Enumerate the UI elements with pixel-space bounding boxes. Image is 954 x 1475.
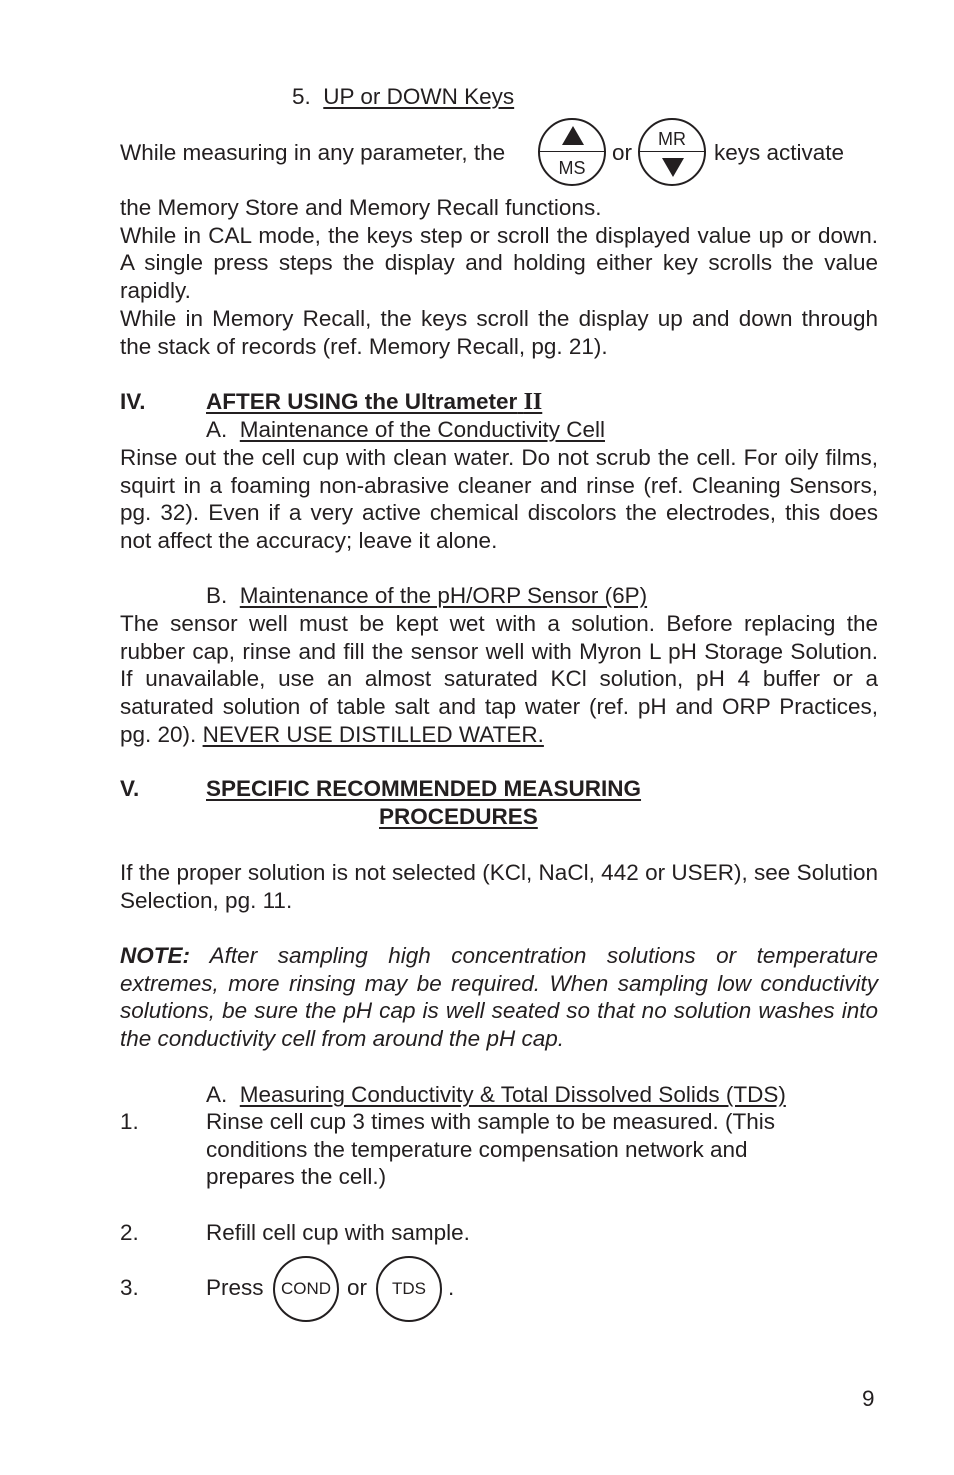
section4-subB-heading: Maintenance of the pH/ORP Sensor (6P)	[239, 583, 648, 608]
key-divider	[538, 151, 606, 152]
keys-after-text: keys activate	[714, 140, 845, 165]
down-arrow-icon	[662, 158, 684, 177]
section4-number: IV.	[120, 389, 146, 414]
section5-heading-line1: SPECIFIC RECOMMENDED MEASURING	[206, 776, 642, 801]
section4-subB-text: The sensor well must be kept wet with a solution. Before replacing the rubber cap, rinse and fill the sensor well with Myron L pH Storage Solution. If unavailable, use an almost saturated KCl solution, pH 4 buffer or a saturated solution of table salt and tap water (ref. pH and ORP Practices, pg. 20).	[120, 611, 878, 747]
section4-subB-heading-line	[120, 582, 878, 610]
section5-subA-heading-line	[120, 1081, 878, 1109]
section5-number: V.	[120, 776, 140, 801]
item5-number: 5.	[292, 84, 311, 109]
step-1	[120, 1108, 878, 1192]
memory-keys-row	[120, 118, 880, 188]
up-arrow-icon	[562, 126, 584, 145]
section4-subA-heading-line	[120, 416, 878, 444]
section4-heading	[206, 388, 542, 417]
key-divider	[638, 151, 706, 152]
item5-p1: the Memory Store and Memory Recall functions.	[120, 195, 602, 220]
section4-subB-body	[120, 610, 878, 749]
step-3-number: 3.	[120, 1275, 139, 1300]
keys-or-text: or	[612, 140, 633, 165]
step-3-or: or	[347, 1275, 368, 1300]
section4-subA-text: Rinse out the cell cup with clean water. Do not scrub the cell. For oily films, squirt in a foaming non-abrasive cleaner and rinse (ref. Cleaning Sensors, pg. 32). Even if a very active chemical discolors the electrodes, this does not affect the accuracy; leave it alone.	[120, 445, 878, 554]
ultrameter-ii-mark: II	[523, 389, 543, 415]
step-3-text: Press	[206, 1275, 264, 1300]
step-1-number: 1.	[120, 1109, 139, 1134]
section5-heading-block	[120, 775, 878, 831]
distilled-water-warning: NEVER USE DISTILLED WATER.	[202, 721, 544, 747]
section5-note	[120, 942, 878, 1053]
section4-subB-label: B.	[206, 583, 228, 608]
keys-intro-text: While measuring in any parameter, the	[120, 140, 506, 165]
section4-heading-text: AFTER USING the Ultrameter	[206, 389, 518, 414]
ms-up-key[interactable]	[538, 118, 606, 186]
note-text: After sampling high concentration solutions or temperature extremes, more rinsing may be required. When sampling low conductivity solutions, be sure the pH cap is well seated so that no solution washes into the conductivity cell from around the pH cap.	[120, 943, 878, 1052]
tds-key[interactable]: TDS	[376, 1256, 442, 1322]
section4-subA-heading: Maintenance of the Conductivity Cell	[239, 417, 605, 442]
step-3	[120, 1256, 878, 1326]
item5-p2: While in CAL mode, the keys step or scroll the displayed value up or down. A single press steps the display and holding either key scrolls the value rapidly.	[120, 222, 878, 304]
section4-subA-label: A.	[206, 417, 228, 442]
cond-key[interactable]: COND	[273, 1256, 339, 1322]
step-2-number: 2.	[120, 1220, 139, 1245]
section5-subA-label: A.	[206, 1082, 228, 1107]
section4-heading-line	[120, 388, 878, 416]
section5-subA-heading: Measuring Conductivity & Total Dissolved Solids (TDS)	[239, 1082, 786, 1107]
page-number: 9	[862, 1386, 875, 1411]
item5-body	[120, 194, 878, 360]
ms-key-label: MS	[558, 158, 586, 178]
mr-key-label: MR	[658, 129, 686, 149]
step-2	[120, 1219, 878, 1247]
step-2-text: Refill cell cup with sample.	[206, 1220, 470, 1245]
mr-down-key[interactable]	[638, 118, 706, 186]
note-label: NOTE:	[120, 943, 190, 968]
item5-p3: While in Memory Recall, the keys scroll the display up and down through the stack of records (ref. Memory Recall, pg. 21).	[120, 305, 878, 359]
section5-heading-line2: PROCEDURES	[379, 804, 538, 829]
step-3-end: .	[448, 1275, 455, 1300]
item5-heading: UP or DOWN Keys	[323, 84, 515, 109]
section5-intro: If the proper solution is not selected (KCl, NaCl, 442 or USER), see Solution Selection, pg. 11.	[120, 860, 878, 913]
step-1-text: Rinse cell cup 3 times with sample to be measured. (This conditions the temperature compensation network and prepares the cell.)	[206, 1109, 775, 1190]
